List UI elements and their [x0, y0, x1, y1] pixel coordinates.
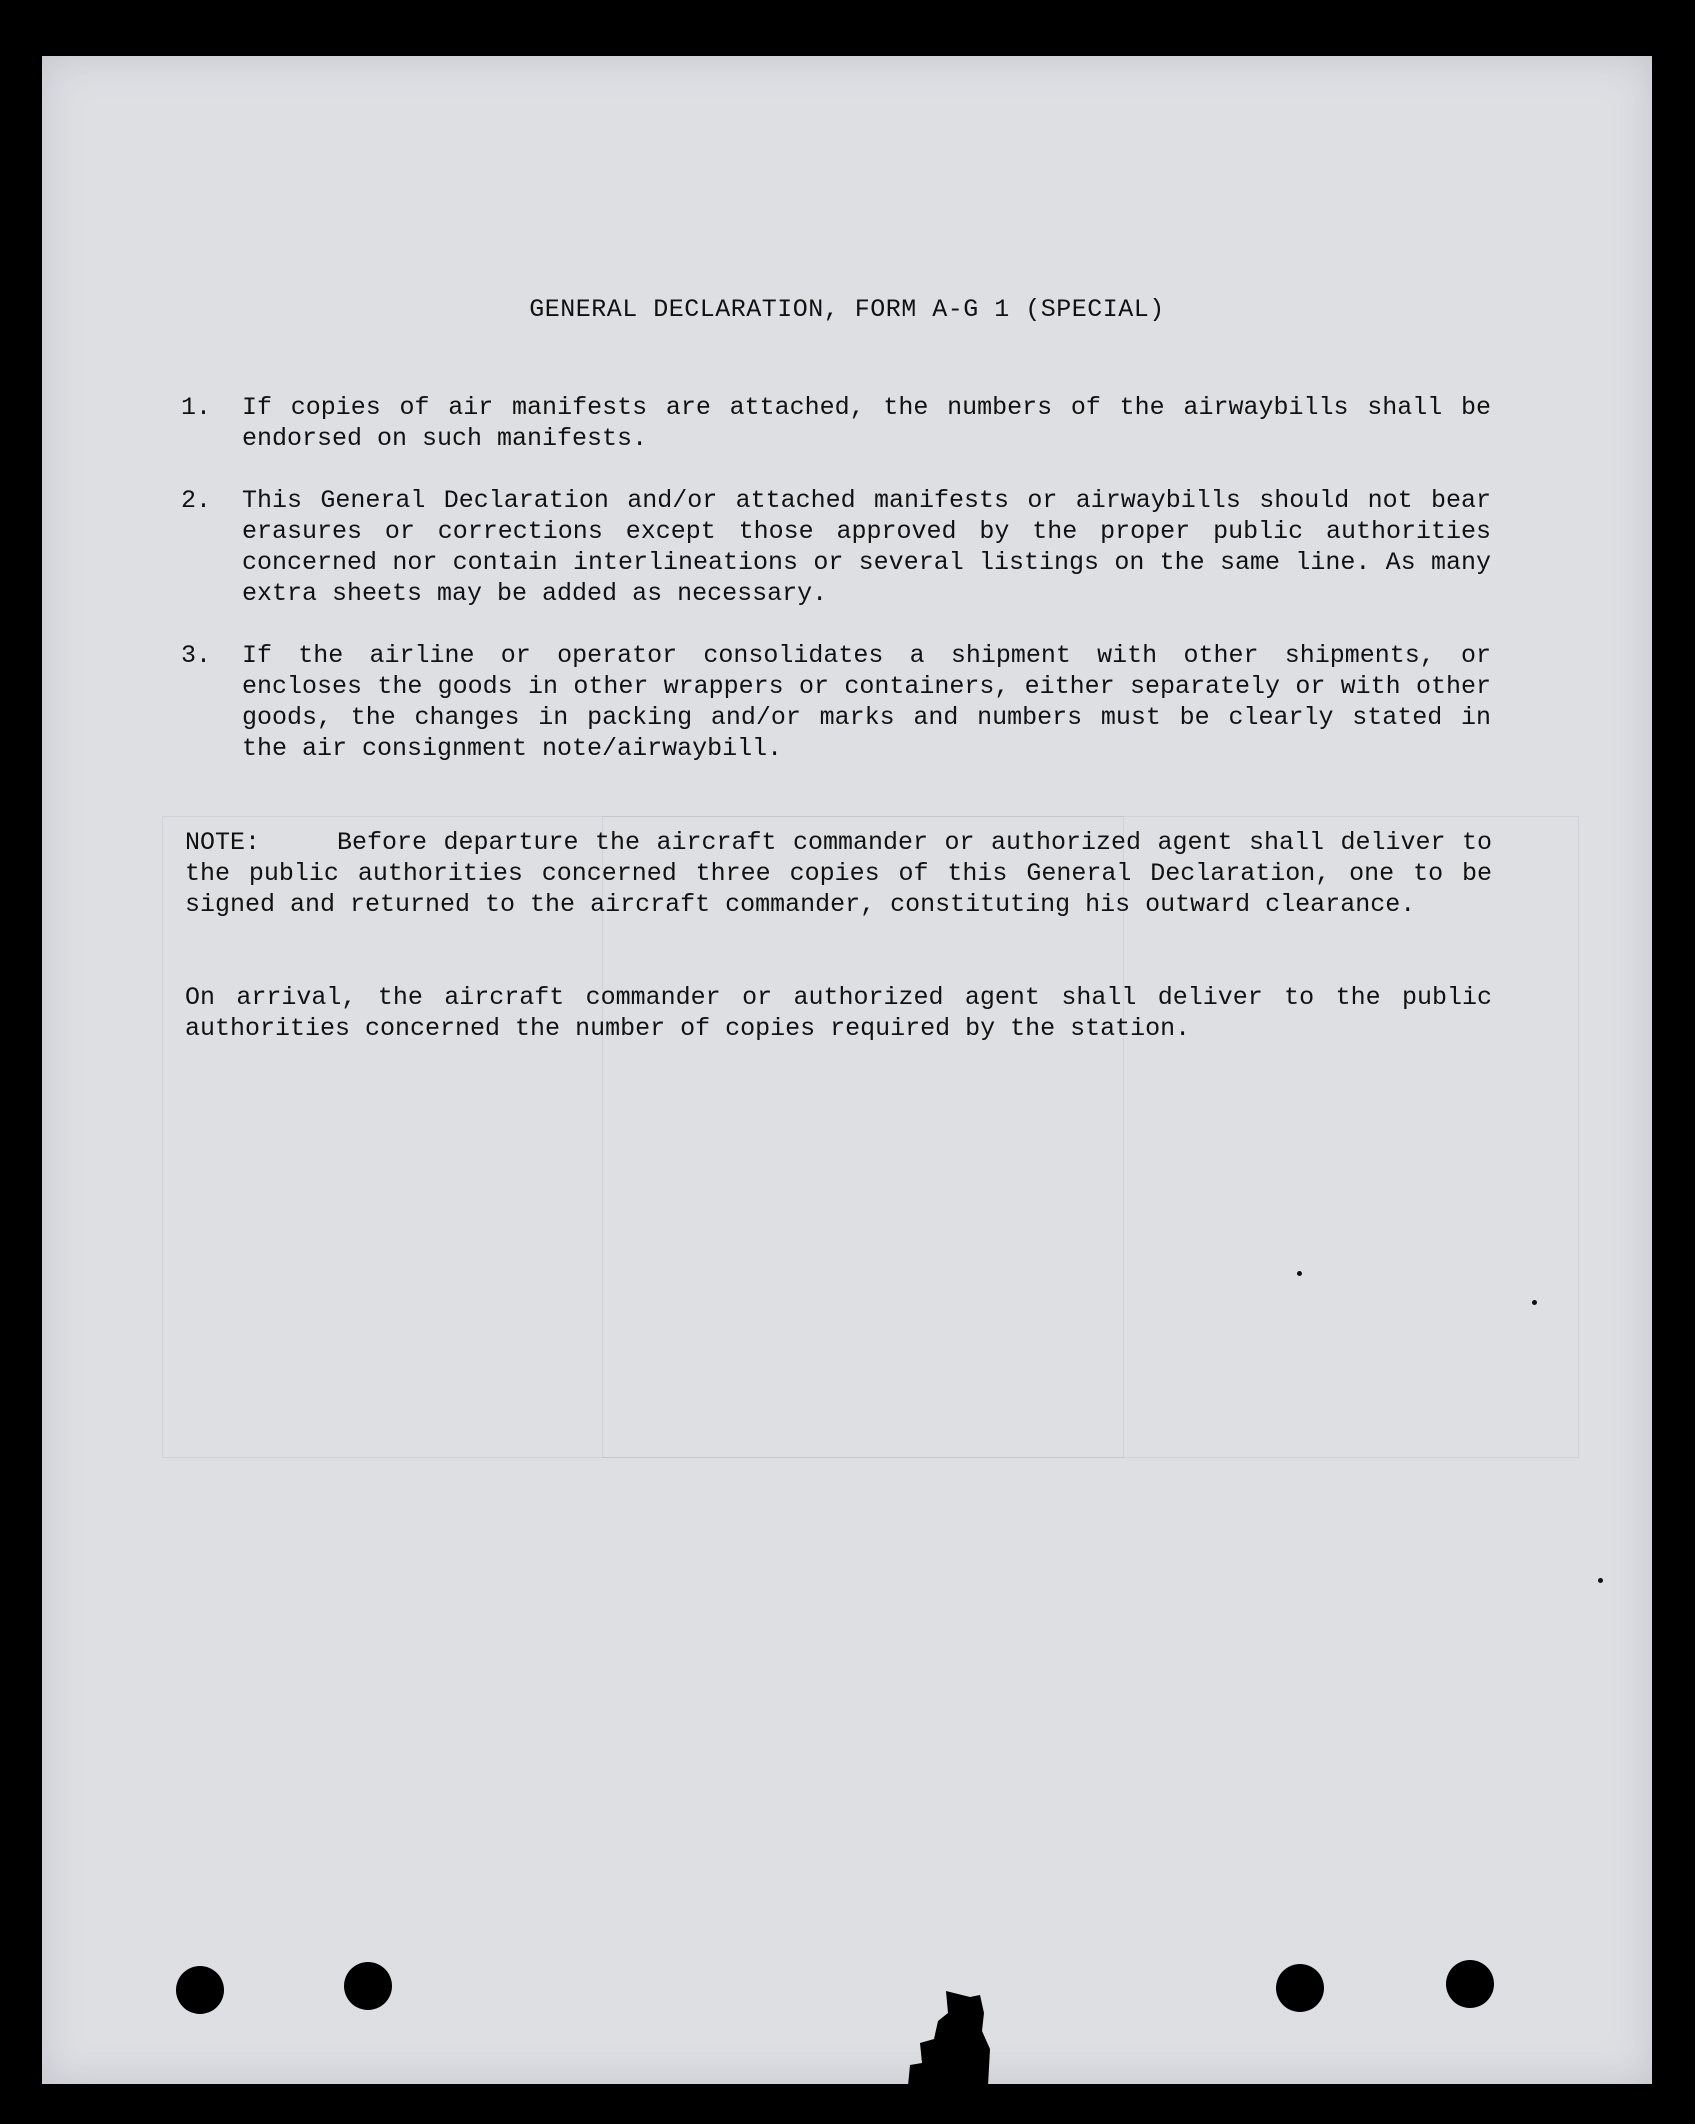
- item-text: This General Declaration and/or attached manifests or airwaybills should not bear erasures or corrections except those approved by the proper public authorities concerned nor contain interlineations or several listings on the same line. As many extra sheets may be added as necessary.: [242, 486, 1491, 608]
- speck: [1598, 1578, 1603, 1583]
- arrival-paragraph: On arrival, the aircraft commander or authorized agent shall deliver to the public authorities concerned the number of copies required by the station.: [185, 983, 1492, 1043]
- punch-hole: [1446, 1960, 1494, 2008]
- item-number: 3.: [181, 641, 212, 670]
- note-label: NOTE:: [185, 828, 261, 857]
- item-number: 1.: [181, 393, 212, 422]
- list-item: [181, 392, 1491, 454]
- list-item: [181, 640, 1491, 764]
- torn-edge-mark: [908, 1991, 1018, 2086]
- punch-hole: [344, 1962, 392, 2010]
- document-page: [42, 56, 1652, 2084]
- speck: [1297, 1271, 1302, 1276]
- item-text: If the airline or operator consolidates a shipment with other shipments, or encloses the goods in other wrappers or containers, either separately or with other goods, the changes in packing and/or marks and numbers must be clearly stated in the air consignment note/airwaybill.: [242, 641, 1491, 763]
- speck: [1532, 1300, 1537, 1305]
- punch-hole: [176, 1966, 224, 2014]
- note-text: Before departure the aircraft commander or authorized agent shall deliver to the public authorities concerned three copies of this General Declaration, one to be signed and returned to the aircraft commander, constituting his outward clearance.: [185, 828, 1492, 919]
- list-item: [181, 485, 1491, 609]
- note-paragraph: [185, 827, 1492, 920]
- item-text: If copies of air manifests are attached, the numbers of the airwaybills shall be endorsed on such manifests.: [242, 393, 1491, 453]
- punch-hole: [1276, 1964, 1324, 2012]
- page-title: GENERAL DECLARATION, FORM A-G 1 (SPECIAL): [529, 295, 1165, 324]
- item-number: 2.: [181, 486, 212, 515]
